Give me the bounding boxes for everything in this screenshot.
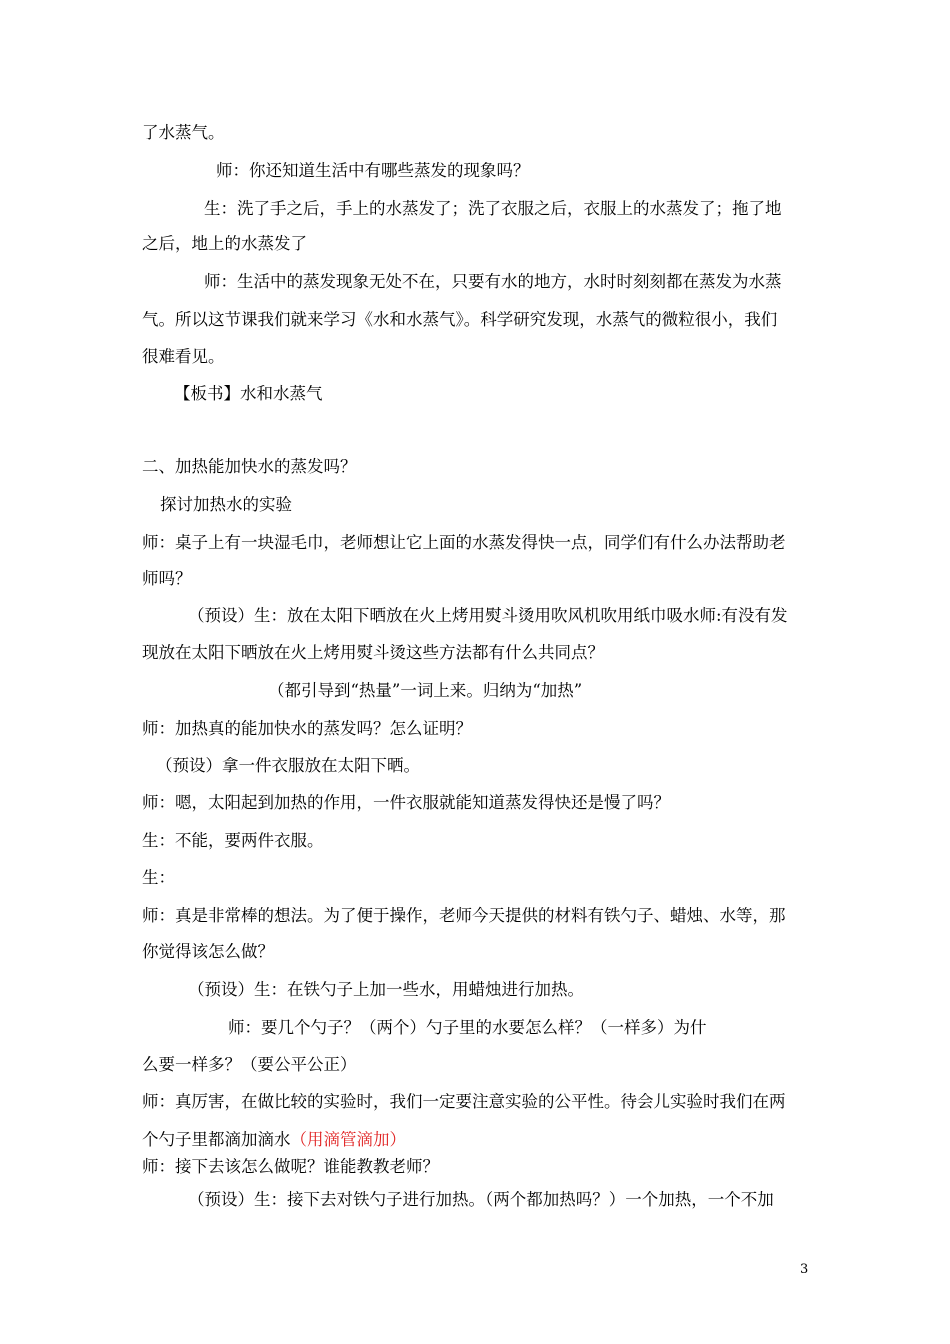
text-line: 师吗？ <box>142 569 192 588</box>
text-line: 师：生活中的蒸发现象无处不在，只要有水的地方，水时时刻刻都在蒸发为水蒸 <box>204 272 782 291</box>
text-line: 师：嗯，太阳起到加热的作用，一件衣服就能知道蒸发得快还是慢了吗？ <box>142 793 670 812</box>
page-number: 3 <box>800 1262 809 1277</box>
text-line: 么要一样多？（要公平公正） <box>142 1055 357 1074</box>
text-line: 生：洗了手之后，手上的水蒸发了；洗了衣服之后，衣服上的水蒸发了；拖了地 <box>204 199 782 218</box>
text-line: 之后，地上的水蒸发了 <box>142 234 307 253</box>
text-line: 你觉得该怎么做？ <box>142 942 274 961</box>
text-line: （预设）拿一件衣服放在太阳下晒。 <box>156 756 420 775</box>
text-line: 师：真是非常棒的想法。为了便于操作，老师今天提供的材料有铁勺子、蜡烛、水等，那 <box>142 906 786 925</box>
text-line: 师：要几个勺子？（两个）勺子里的水要怎么样？（一样多）为什 <box>228 1018 707 1037</box>
text-line: 师：接下去该怎么做呢？谁能教教老师？ <box>142 1157 439 1176</box>
red-annotation: （用滴管滴加） <box>290 1130 406 1149</box>
text-line: 气。所以这节课我们就来学习《水和水蒸气》。科学研究发现，水蒸气的微粒很小，我们 <box>142 310 778 329</box>
text-line: 师：你还知道生活中有哪些蒸发的现象吗？ <box>216 161 530 180</box>
text-line: 了水蒸气。 <box>142 123 225 142</box>
text-line: （预设）生：放在太阳下晒放在火上烤用熨斗烫用吹风机吹用纸巾吸水师:有没有发 <box>188 606 788 625</box>
text-line: 生：不能，要两件衣服。 <box>142 831 324 850</box>
text-line: （预设）生：在铁勺子上加一些水，用蜡烛进行加热。 <box>188 980 584 999</box>
text-line: 师：真厉害，在做比较的实验时，我们一定要注意实验的公平性。待会儿实验时我们在两 <box>142 1092 786 1111</box>
text-line: 师：桌子上有一块湿毛巾，老师想让它上面的水蒸发得快一点，同学们有什么办法帮助老 <box>142 533 786 552</box>
text-line: （预设）生：接下去对铁勺子进行加热。（两个都加热吗？）一个加热，一个不加 <box>188 1190 774 1209</box>
text-line: 师：加热真的能加快水的蒸发吗？怎么证明？ <box>142 719 472 738</box>
subsection-heading: 探讨加热水的实验 <box>160 495 292 514</box>
text-line: 很难看见。 <box>142 347 225 366</box>
text-line: 生： <box>142 868 175 887</box>
text-line: （都引导到“热量”一词上来。归纳为“加热” <box>268 681 583 700</box>
text-line <box>142 1129 406 1151</box>
text-line: 现放在太阳下晒放在火上烤用熨斗烫这些方法都有什么共同点？ <box>142 643 604 662</box>
section-heading: 二、加热能加快水的蒸发吗？ <box>142 457 357 476</box>
text-segment: 个勺子里都滴加滴水 <box>142 1130 291 1149</box>
blackboard-note: 【板书】水和水蒸气 <box>174 384 323 403</box>
